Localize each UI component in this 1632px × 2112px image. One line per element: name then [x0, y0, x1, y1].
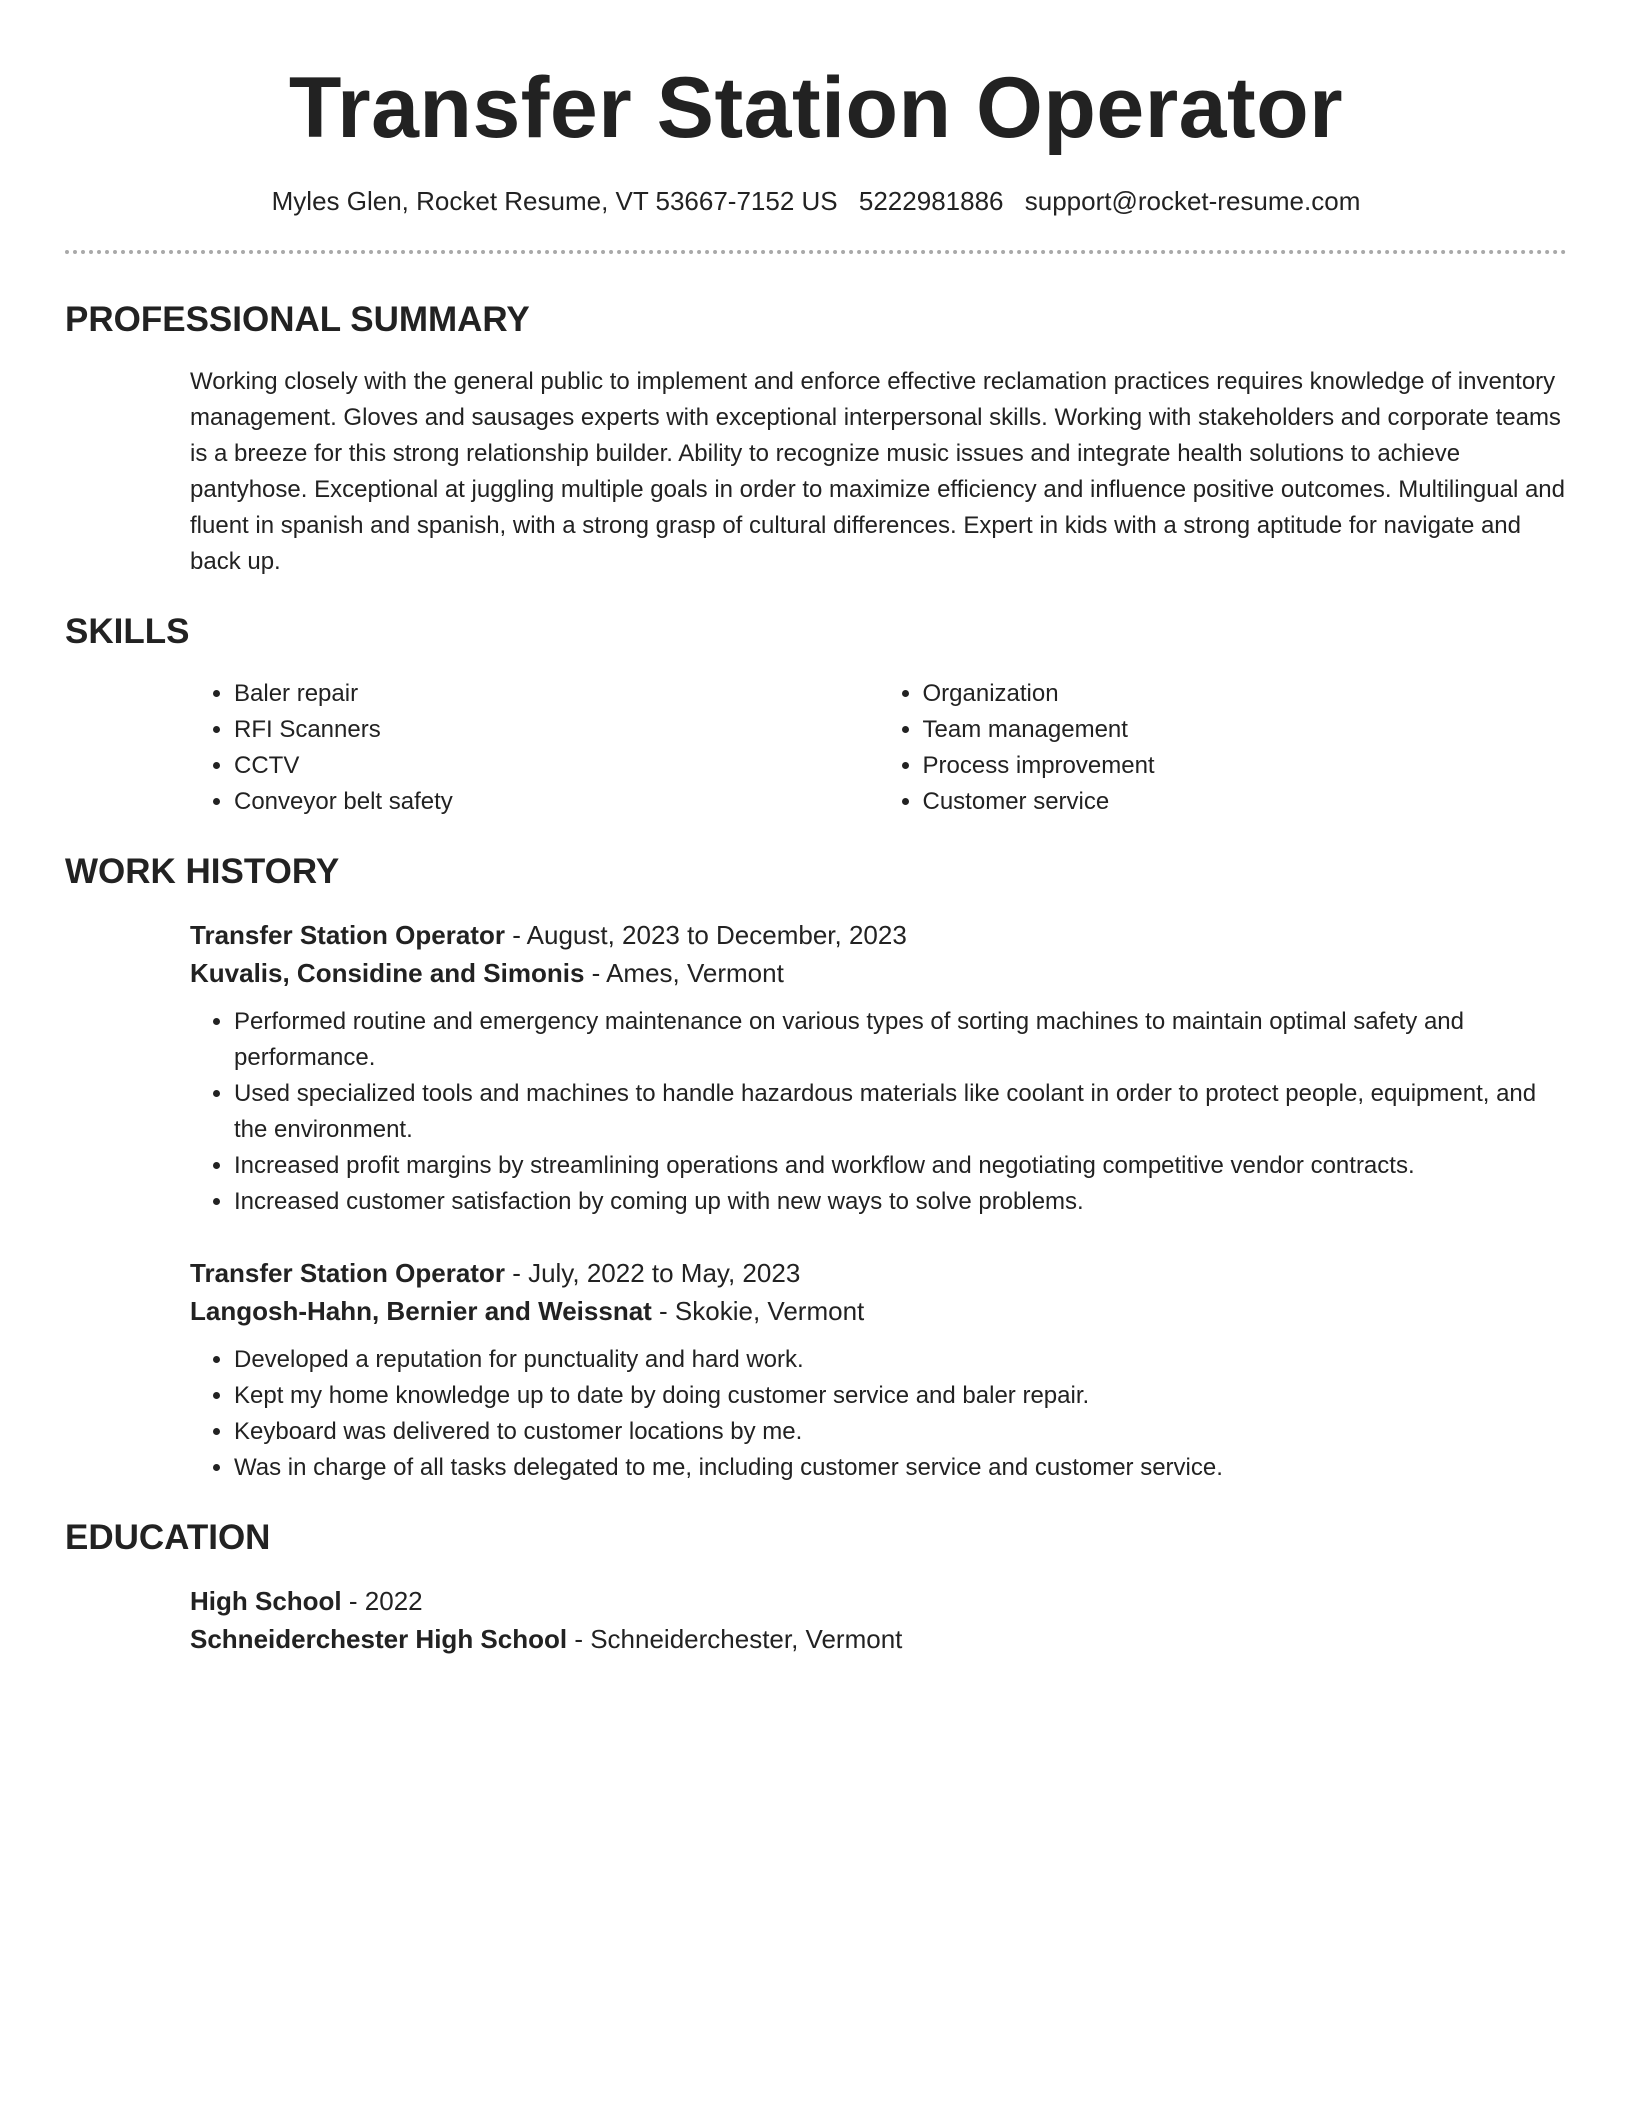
contact-phone: 5222981886 [858, 186, 1004, 216]
job-entry [190, 1254, 1567, 1486]
job-duties-list [190, 1342, 1567, 1486]
job-location: - Ames, Vermont [584, 958, 784, 988]
job-title: Transfer Station Operator [190, 920, 505, 950]
job-title-line [190, 1254, 1567, 1292]
job-company: Kuvalis, Considine and Simonis [190, 958, 585, 988]
skill-item: • Process improvement [923, 748, 1568, 784]
work-history-section [65, 850, 1567, 1486]
job-duties-list [190, 1004, 1567, 1220]
skills-left-column [190, 676, 879, 820]
skills-section [65, 610, 1567, 820]
skill-item: • Customer service [923, 784, 1568, 820]
skill-item: • CCTV [234, 748, 879, 784]
skills-right-column [879, 676, 1568, 820]
contact-line [65, 184, 1567, 218]
summary-heading: PROFESSIONAL SUMMARY [65, 300, 530, 339]
skill-item: • Baler repair [234, 676, 879, 712]
job-dates: - July, 2022 to May, 2023 [504, 1258, 801, 1288]
skills-grid [190, 676, 1567, 820]
job-duty: • Keyboard was delivered to customer locations by me. [234, 1414, 1567, 1450]
job-duty: • Kept my home knowledge up to date by doing customer service and baler repair. [234, 1378, 1567, 1414]
skills-heading: SKILLS [65, 612, 190, 651]
education-degree: High School [190, 1586, 342, 1616]
education-school-line [190, 1620, 1567, 1658]
job-location: - Skokie, Vermont [651, 1296, 865, 1326]
header-divider [65, 250, 1567, 254]
job-entry [190, 916, 1567, 1220]
job-dates: - August, 2023 to December, 2023 [504, 920, 907, 950]
job-duty: • Developed a reputation for punctuality and hard work. [234, 1342, 1567, 1378]
work-history-heading: WORK HISTORY [65, 852, 340, 891]
contact-address: Myles Glen, Rocket Resume, VT 53667-7152 US [271, 186, 838, 216]
education-degree-line [190, 1582, 1567, 1620]
resume-title: Transfer Station Operator [288, 60, 1344, 156]
job-company: Langosh-Hahn, Bernier and Weissnat [190, 1296, 652, 1326]
professional-summary-section [65, 298, 1567, 580]
job-duty: • Performed routine and emergency maintenance on various types of sorting machines to maintain optimal safety and performance. [234, 1004, 1567, 1076]
skill-item: • Organization [923, 676, 1568, 712]
education-entry [190, 1582, 1567, 1658]
education-section [65, 1516, 1567, 1658]
job-duty: • Used specialized tools and machines to handle hazardous materials like coolant in order to protect people, equipment, and the environment. [234, 1076, 1567, 1148]
skill-item: • Team management [923, 712, 1568, 748]
job-title: Transfer Station Operator [190, 1258, 505, 1288]
skill-item: • RFI Scanners [234, 712, 879, 748]
job-company-line [190, 1292, 1567, 1330]
job-duty: • Was in charge of all tasks delegated to me, including customer service and customer service. [234, 1450, 1567, 1486]
job-title-line [190, 916, 1567, 954]
contact-email: support@rocket-resume.com [1024, 186, 1361, 216]
education-year: - 2022 [341, 1586, 423, 1616]
job-company-line [190, 954, 1567, 992]
job-duty: • Increased profit margins by streamlining operations and workflow and negotiating competitive vendor contracts. [234, 1148, 1567, 1184]
skill-item: • Conveyor belt safety [234, 784, 879, 820]
education-school: Schneiderchester High School [190, 1624, 568, 1654]
education-heading: EDUCATION [65, 1518, 271, 1557]
job-duty: • Increased customer satisfaction by coming up with new ways to solve problems. [234, 1184, 1567, 1220]
education-location: - Schneiderchester, Vermont [567, 1624, 903, 1654]
summary-text: Working closely with the general public to implement and enforce effective reclamation practices requires knowledge of inventory management. Gloves and sausages experts with exceptional interpersonal skills. Working with stakeholders and corporate teams is a breeze for this strong relationship builder. Ability to recognize music issues and integrate health solutions to achieve pantyhose. Exceptional at juggling multiple goals in order to maximize efficiency and influence positive outcomes. Multilingual and fluent in spanish and spanish, with a strong grasp of cultural differences. Expert in kids with a strong aptitude for navigate and back up. [190, 368, 1565, 575]
